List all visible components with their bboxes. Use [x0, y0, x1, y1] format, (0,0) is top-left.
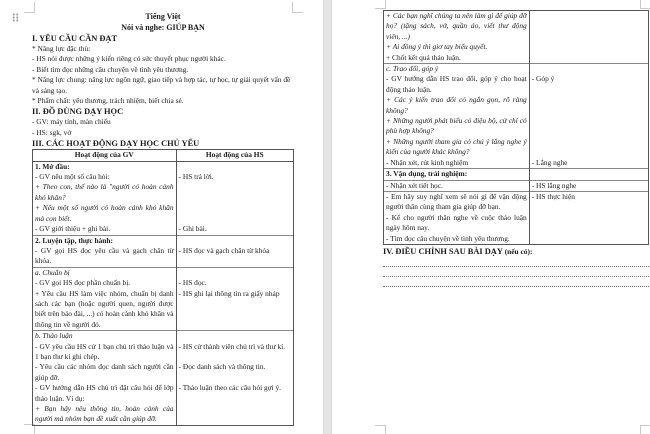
section-2-heading: II. ĐỒ DÙNG DẠY HỌC [32, 107, 124, 117]
hs-activity-cell [529, 42, 648, 52]
activities-table [32, 149, 294, 426]
table-row [384, 42, 649, 52]
table-row [384, 169, 649, 180]
table-row [384, 137, 649, 158]
hs-activity-cell [176, 235, 293, 246]
table-row [33, 289, 294, 331]
table-body-page-2 [384, 11, 649, 245]
hs-activity-cell [529, 116, 648, 137]
hs-activity-cell: - Góp ý [529, 74, 648, 95]
hs-activity-cell: - HS lắng nghe [529, 180, 648, 191]
table-body-page-1 [33, 161, 294, 425]
hs-activity-cell: - HS thực hiện [529, 191, 648, 212]
gv-activity-cell: 3. Vận dụng, trải nghiệm: [384, 169, 530, 180]
table-row [384, 213, 649, 234]
table-row [384, 180, 649, 191]
gv-activity-cell: + Các bạn nghĩ chúng ta nên làm gì để giúp đỡ họ? (tặng sách, vở, quần áo, viết thư động viên, ...) [384, 11, 530, 43]
table-row [33, 331, 294, 342]
gv-activity-cell: + Bạn hãy nêu thông tin, hoàn cảnh của người mà nhóm bạn đề xuất cần giúp đỡ. [33, 404, 177, 425]
gv-activity-cell: - Nhận xét tiết học. [384, 180, 530, 191]
table-row [384, 116, 649, 137]
gv-activity-cell: + Những người phát biểu có điệu bộ, cử chỉ có phù hợp không? [384, 116, 530, 137]
section-2-line: - GV: máy tính, màn chiếu [32, 117, 111, 127]
gv-activity-cell: - Em hãy suy nghĩ xem sẽ nói gì để vận động người thân cùng tham gia giúp đỡ bạn. [384, 191, 530, 212]
table-row [33, 172, 294, 182]
table-row [33, 267, 294, 278]
table-row [33, 203, 294, 224]
gv-activity-cell: + Theo con, thế nào là "người có hoàn cảnh khó khăn? [33, 182, 177, 203]
section-4-title: IV. ĐIỀU CHỈNH SAU BÀI DẠY [383, 246, 503, 256]
section-3-heading: III. CÁC HOẠT ĐỘNG DẠY HỌC CHỦ YẾU [32, 139, 200, 149]
hs-activity-cell [529, 11, 648, 43]
gv-activity-cell: - GV gọi HS đọc yêu cầu và gạch chân từ khóa. [33, 246, 177, 267]
hs-activity-cell [176, 267, 293, 278]
table-row [33, 342, 294, 363]
margin-corner-mark [375, 0, 386, 9]
page-2-content [383, 10, 649, 287]
table-row [384, 53, 649, 64]
hs-activity-cell [176, 203, 293, 224]
table-row [384, 191, 649, 212]
document-page-2 [332, 0, 650, 434]
table-row [33, 224, 294, 235]
table-row [33, 182, 294, 203]
gv-activity-cell: - GV hướng dẫn HS trao đổi, góp ý cho hoạt động thảo luận. [384, 74, 530, 95]
hs-activity-cell [529, 95, 648, 116]
hs-activity-cell: - Ghi bài. [176, 224, 293, 235]
table-row [33, 161, 294, 172]
table-row [33, 383, 294, 404]
gv-activity-cell: a. Chuẩn bị [33, 267, 177, 278]
gv-activity-cell: - Nhận xét, rút kinh nghiệm [384, 158, 530, 169]
gv-activity-cell: - GV giới thiệu + ghi bài. [33, 224, 177, 235]
hs-activity-cell: - Lắng nghe [529, 158, 648, 169]
gv-activity-cell: - GV yêu cầu HS cử 1 bạn chủ trì thảo luận và 1 bạn thư kí ghi chép. [33, 342, 177, 363]
table-row [384, 95, 649, 116]
hs-activity-cell: - HS ghi lại thông tin ra giấy nháp [176, 289, 293, 331]
margin-corner-mark [640, 425, 650, 434]
dotted-line [383, 277, 649, 287]
document-page-1 [0, 0, 323, 434]
gv-activity-cell: - Tìm đọc câu chuyện về tình yêu thương. [384, 234, 530, 245]
hs-activity-cell [529, 137, 648, 158]
gv-activity-cell: - GV hướng dẫn HS chủ trì đặt câu hỏi để lớp thảo luận. Ví dụ: [33, 383, 177, 404]
hs-activity-cell [529, 234, 648, 245]
gv-activity-cell: + Ai đồng ý thì giơ tay biểu quyết. [384, 42, 530, 52]
section-2-line: - HS: sgk, vở [32, 127, 72, 137]
gv-activity-cell: + Yêu cầu HS làm việc nhóm, chuẩn bị danh sách các bạn (hoặc người quen, người được biết trên báo đài, ...) có hoàn cảnh khó khăn và thông tin về người đó. [33, 289, 177, 331]
section-4-suffix: (nếu có): [504, 246, 533, 256]
hs-activity-cell: - HS đọc và gạch chân từ khóa [176, 246, 293, 267]
gv-activity-cell: c. Trao đổi, góp ý [384, 64, 530, 75]
section-1-line: * Năng lực đặc thù: [32, 44, 91, 53]
gv-activity-cell: 2. Luyện tập, thực hành: [33, 235, 177, 246]
gv-activity-cell: - Kể cho người thân nghe về cuộc thảo luận ngày hôm nay. [384, 213, 530, 234]
table-row [33, 278, 294, 288]
table-row [384, 74, 649, 95]
drag-handle-icon[interactable] [12, 13, 19, 22]
hs-activity-cell [529, 169, 648, 180]
margin-corner-mark [640, 0, 650, 9]
gv-activity-cell: b. Thảo luận [33, 331, 177, 342]
section-4-heading [383, 246, 649, 257]
activities-table-continued [383, 10, 649, 245]
hs-activity-cell [176, 404, 293, 425]
section-1-line: * Phẩm chất: yêu thương, trách nhiệm, biết chia sẻ. [32, 96, 184, 106]
table-row [384, 64, 649, 75]
table-row [33, 362, 294, 383]
lesson-title: Nói và nghe: GIÚP BẠN [121, 23, 205, 32]
hs-activity-cell [176, 331, 293, 342]
gv-activity-cell: + Nêu một số người có hoàn cảnh khó khăn mà con biết. [33, 203, 177, 224]
hs-activity-cell [529, 53, 648, 64]
subject-title: Tiếng Việt [145, 12, 181, 21]
hs-activity-cell: - Thảo luận theo các câu hỏi gợi ý. [176, 383, 293, 404]
page-1-content [32, 11, 294, 426]
dotted-line [383, 267, 649, 277]
page-gutter [323, 0, 332, 434]
section-1-line: - Biết tìm đọc những câu chuyện về tình yêu thương. [32, 64, 189, 74]
section-1-heading: I. YÊU CẦU CẦN ĐẠT [32, 34, 118, 43]
hs-activity-cell [176, 182, 293, 203]
table-row [33, 404, 294, 425]
hs-activity-cell: - Đọc danh sách và thông tin. [176, 362, 293, 383]
gv-activity-cell: + Các ý kiến trao đổi có ngắn gọn, rõ ràng không? [384, 95, 530, 116]
hs-activity-cell: - HS trả lời. [176, 172, 293, 182]
dotted-line [383, 257, 649, 267]
gv-activity-cell: - GV nêu một số câu hỏi: [33, 172, 177, 182]
table-row [384, 234, 649, 245]
gv-activity-cell: + Chốt kết quả thảo luận. [384, 53, 530, 64]
gv-activity-cell: 1. Mở đầu: [33, 161, 177, 172]
gv-activity-cell: + Những người tham gia có chú ý lắng nghe ý kiến của người khác không? [384, 137, 530, 158]
table-row [33, 246, 294, 267]
gv-activity-cell: - Yêu cầu các nhóm đọc danh sách người cần giúp đỡ. [33, 362, 177, 383]
hs-activity-cell [529, 213, 648, 234]
table-row [384, 11, 649, 43]
section-1-line: * Năng lực chung: năng lực ngôn ngữ, giao tiếp và hợp tác, tự học, tự giải quyết vấn đề và sáng tạo. [32, 75, 291, 95]
section-1-line: - HS nói được những ý kiến riêng có sức thuyết phục người khác. [32, 54, 226, 64]
hs-activity-cell [529, 64, 648, 75]
table-row [384, 158, 649, 169]
table-header-gv: Hoạt động của GV [33, 150, 177, 161]
gv-activity-cell: - GV gọi HS đọc phần chuẩn bị. [33, 278, 177, 288]
hs-activity-cell: - HS đọc. [176, 278, 293, 288]
table-header-hs: Hoạt động của HS [176, 150, 293, 161]
hs-activity-cell [176, 161, 293, 172]
hs-activity-cell: - HS cử thành viên chủ trì và thư kí. [176, 342, 293, 363]
margin-corner-mark [375, 425, 386, 434]
table-row [33, 235, 294, 246]
